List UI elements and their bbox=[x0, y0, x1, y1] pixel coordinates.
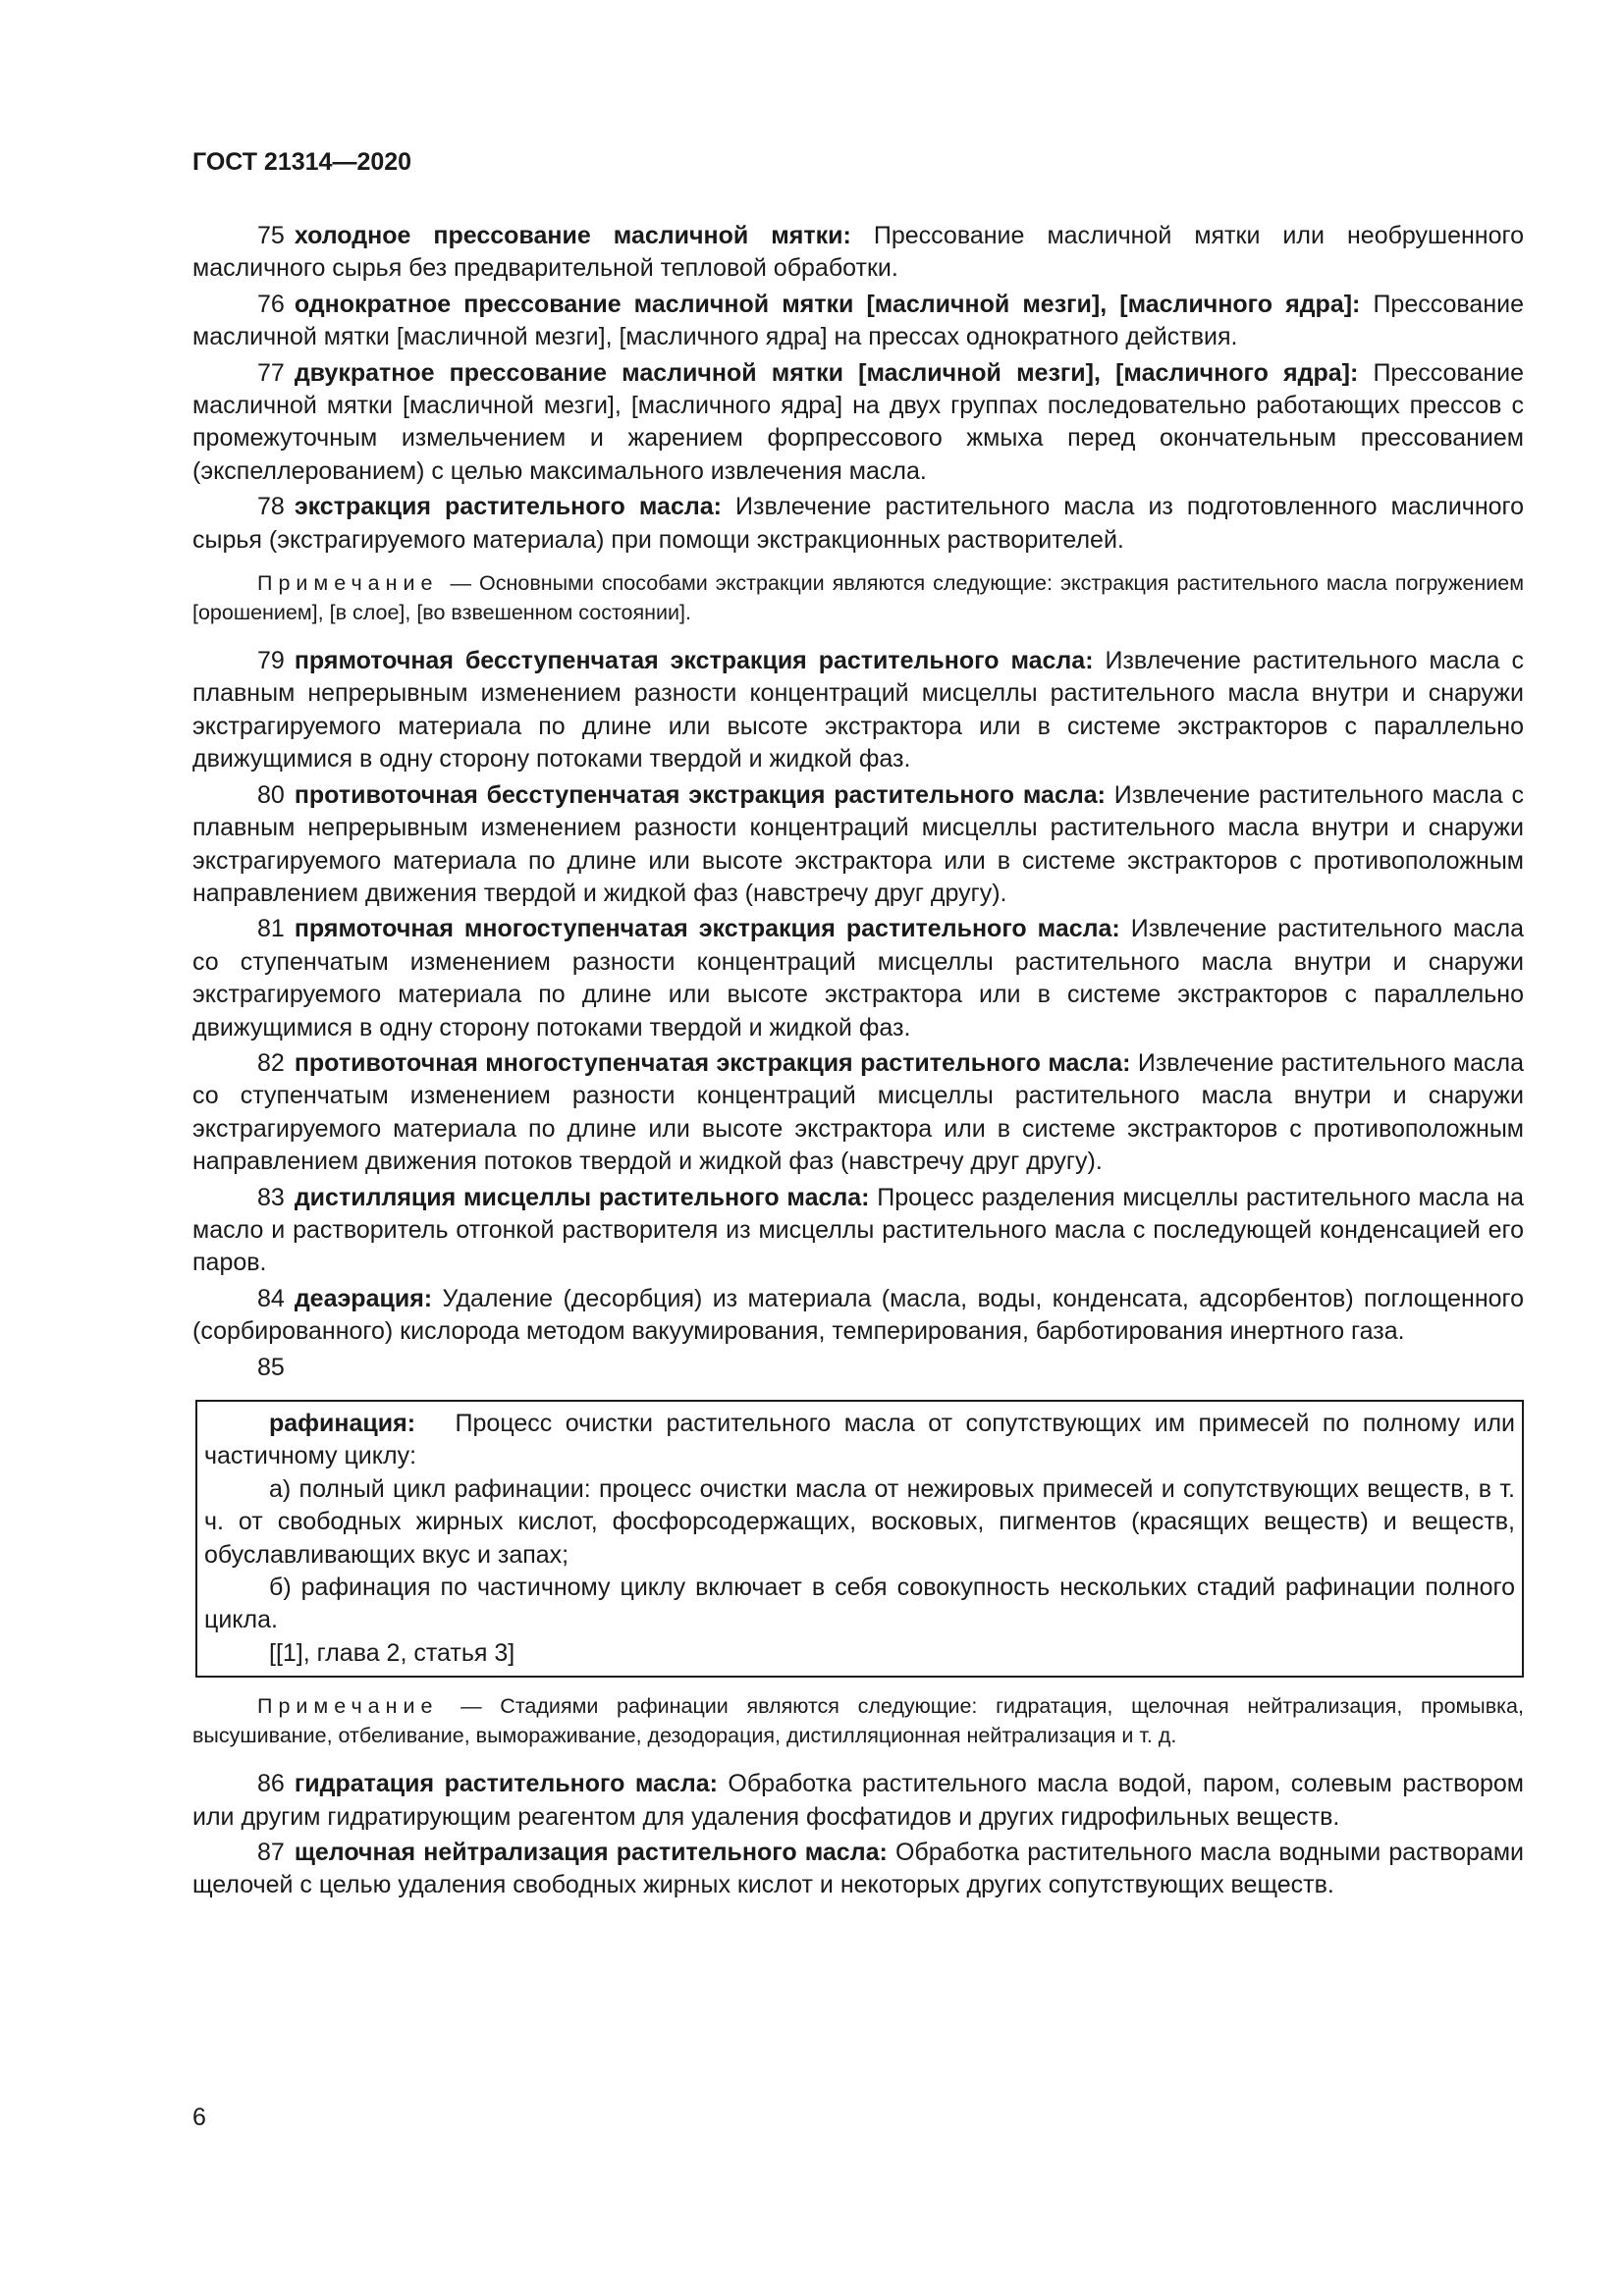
entry-number: 84 bbox=[257, 1284, 285, 1312]
boxed-definition-85 bbox=[195, 1400, 1524, 1678]
entry-definition: Процесс очистки растительного масла от сопутствующих им примесей по полному или частичному циклу: bbox=[204, 1410, 1515, 1470]
entry-number: 80 bbox=[257, 780, 285, 809]
definition-item-a: а) полный цикл рафинации: процесс очистки масла от нежировых примесей и сопутствующих веществ, в т. ч. от свободных жирных кислот, фосфорсодержащих, восковых, пигментов (красящих веществ) и веществ, обуславливающих вкус и запах; bbox=[204, 1474, 1515, 1569]
term-entry-79 bbox=[192, 645, 1524, 776]
term-entry-84 bbox=[192, 1283, 1524, 1349]
entry-term: экстракция растительного масла: bbox=[294, 493, 722, 521]
term-entry-76 bbox=[192, 289, 1524, 354]
entry-number: 82 bbox=[257, 1048, 285, 1077]
entry-number: 87 bbox=[257, 1839, 285, 1867]
page-number: 6 bbox=[192, 2104, 206, 2131]
entry-term: щелочная нейтрализация растительного масла: bbox=[294, 1839, 888, 1867]
entry-term: дистилляция мисцеллы растительного масла: bbox=[294, 1183, 870, 1211]
term-entry-78 bbox=[192, 491, 1524, 557]
note-text: — Стадиями рафинации являются следующие: гидратация, щелочная нейтрализация, промывка, высушивание, отбеливание, вымораживание, дезодорация, дистилляционная нейтрализация и т. д. bbox=[192, 1694, 1524, 1748]
entry-definition: Извлечение растительного масла с плавным непрерывным изменением разности концентраций мисцеллы растительного масла внутри и снаружи экстрагируемого материала по длине или высоте экстрактора или в системе экстракторов с параллельно движущимися в одну сторону потоками твердой и жидкой фаз. bbox=[192, 647, 1524, 774]
term-entry-77 bbox=[192, 357, 1524, 489]
entry-definition: Обработка растительного масла водой, паром, солевым раствором или другим гидратирующим реагентом для удаления фосфатидов и других гидрофильных веществ. bbox=[192, 1770, 1524, 1831]
entry-number: 86 bbox=[257, 1770, 285, 1798]
entry-definition: Процесс разделения мисцеллы растительного масла на масло и растворитель отгонкой растворителя из мисцеллы растительного масла с последующей конденсацией его паров. bbox=[192, 1183, 1524, 1277]
entry-definition: Извлечение растительного масла со ступенчатым изменением разности концентраций мисцеллы растительного масла внутри и снаружи экстрагируемого материала по длине или высоте экстрактора или в системе экстракторов с параллельно движущимися в одну сторону потоками твердой и жидкой фаз. bbox=[192, 915, 1524, 1041]
entry-definition: Извлечение растительного масла из подготовленного масличного сырья (экстрагируемого материала) при помощи экстракционных растворителей. bbox=[192, 493, 1524, 554]
term-entry-83 bbox=[192, 1182, 1524, 1280]
entry-definition: Прессование масличной мятки [масличной мезги], [масличного ядра] на двух группах последовательно работающих прессов с промежуточным измельчением и жарением форпрессового жмыха перед окончательным прессованием (экспеллерованием) с целью максимального извлечения масла. bbox=[192, 358, 1524, 485]
entry-term: двукратное прессование масличной мятки [масличной мезги], [масличного ядра]: bbox=[294, 358, 1359, 387]
note-refining-stages bbox=[192, 1691, 1524, 1750]
term-entry-86 bbox=[192, 1768, 1524, 1834]
entry-number: 76 bbox=[257, 290, 285, 318]
term-entry-82 bbox=[192, 1047, 1524, 1179]
entry-term: противоточная многоступенчатая экстракция растительного масла: bbox=[294, 1048, 1131, 1077]
entry-term: рафинация: bbox=[269, 1410, 416, 1437]
entry-term: прямоточная многоступенчатая экстракция растительного масла: bbox=[294, 915, 1120, 943]
entry-number: 81 bbox=[257, 915, 285, 943]
entry-number-85: 85 bbox=[257, 1353, 285, 1381]
entry-definition: Удаление (десорбция) из материала (масла, воды, конденсата, адсорбентов) поглощенного (сорбированного) кислорода методом вакуумирования, темперирования, барботирования инертного газа. bbox=[192, 1284, 1524, 1346]
entry-definition: Обработка растительного масла водными растворами щелочей с целью удаления свободных жирных кислот и некоторых других сопутствующих веществ. bbox=[192, 1839, 1524, 1899]
entry-number: 78 bbox=[257, 493, 285, 521]
entry-term: однократное прессование масличной мятки [масличной мезги], [масличного ядра]: bbox=[294, 290, 1361, 318]
entry-term: противоточная бесступенчатая экстракция растительного масла: bbox=[294, 780, 1106, 809]
document-page bbox=[192, 147, 1524, 1905]
term-entry-87 bbox=[192, 1837, 1524, 1902]
note-label: Примечание bbox=[257, 1694, 439, 1719]
entry-number: 77 bbox=[257, 358, 285, 387]
entry-number: 83 bbox=[257, 1183, 285, 1211]
entry-definition: Извлечение растительного масла со ступенчатым изменением разности концентраций мисцеллы растительного масла внутри и снаружи экстрагируемого материала по длине или высоте экстрактора или в системе экстракторов с противоположным направлением движения потоков твердой и жидкой фаз (навстречу друг другу). bbox=[192, 1048, 1525, 1176]
entry-term: холодное прессование масличной мятки: bbox=[294, 222, 851, 249]
note-label: Примечание bbox=[257, 571, 439, 596]
note-extraction-methods bbox=[192, 568, 1524, 627]
entry-number: 79 bbox=[257, 647, 285, 675]
note-text: — Основными способами экстракции являются следующие: экстракция растительного масла погружением [орошением], [в слое], [во взвешенном состоянии]. bbox=[192, 571, 1524, 625]
boxed-term-definition bbox=[204, 1408, 1515, 1473]
entry-definition: Извлечение растительного масла с плавным непрерывным изменением разности концентраций мисцеллы растительного масла внутри и снаружи экстрагируемого материала по длине или высоте экстрактора или в системе экстракторов с противоположным направлением движения твердой и жидкой фаз (навстречу друг другу). bbox=[192, 780, 1524, 907]
entry-definition: Прессование масличной мятки или необрушенного масличного сырья без предварительной тепловой обработки. bbox=[192, 222, 1524, 283]
term-entry-80 bbox=[192, 779, 1524, 911]
term-entry-81 bbox=[192, 913, 1524, 1044]
entry-term: прямоточная бесступенчатая экстракция растительного масла: bbox=[294, 647, 1094, 675]
entry-number: 75 bbox=[257, 222, 285, 249]
document-header: ГОСТ 21314—2020 bbox=[192, 148, 412, 176]
entry-term: деаэрация: bbox=[294, 1284, 433, 1312]
entry-definition: Прессование масличной мятки [масличной мезги], [масличного ядра] на прессах однократного действия. bbox=[192, 290, 1524, 351]
source-citation: [[1], глава 2, статья 3] bbox=[269, 1638, 515, 1667]
definition-item-b: б) рафинация по частичному циклу включает в себя совокупность нескольких стадий рафинации полного цикла. bbox=[204, 1574, 1515, 1634]
entry-term: гидратация растительного масла: bbox=[294, 1770, 718, 1798]
term-entry-75 bbox=[192, 220, 1524, 286]
